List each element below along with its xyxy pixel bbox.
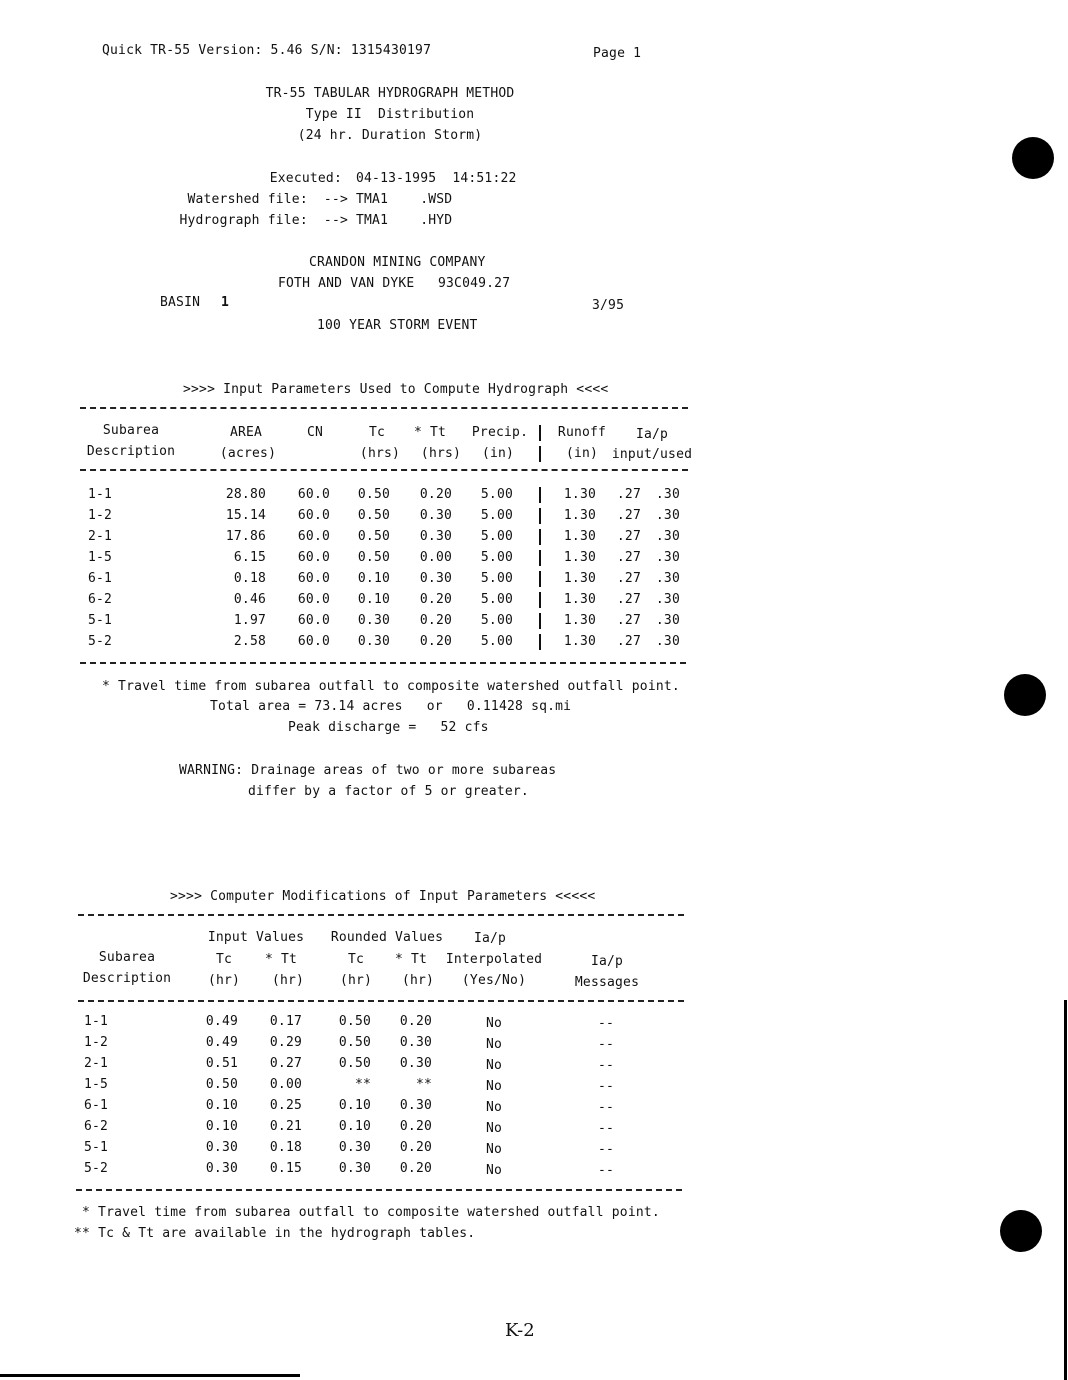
warning-line-2: differ by a factor of 5 or greater.: [248, 784, 529, 799]
divider: [78, 1000, 684, 1002]
cell-ia-used: .30: [655, 634, 680, 649]
cell-rounded-tt: 0.20: [399, 1119, 432, 1134]
cell-runoff: 1.30: [563, 592, 596, 607]
col-messages: Messages: [574, 975, 640, 990]
col-rounded-tt-units: (hr): [401, 973, 435, 988]
cell-runoff: 1.30: [563, 487, 596, 502]
separator: [539, 550, 541, 566]
cell-area: 28.80: [225, 487, 266, 502]
cell-rounded-tt: 0.20: [399, 1161, 432, 1176]
divider: [80, 662, 686, 664]
cell-subarea: 6-2: [88, 592, 113, 607]
page-number: K-2: [505, 1320, 535, 1341]
cell-cn: 60.0: [297, 613, 330, 628]
cell-runoff: 1.30: [563, 508, 596, 523]
storm-line: (24 hr. Duration Storm): [297, 128, 483, 143]
mod-table-title: >>>> Computer Modifications of Input Parameters <<<<<: [170, 889, 596, 904]
cell-rounded-tc: 0.10: [338, 1119, 371, 1134]
engineer-name: FOTH AND VAN DYKE: [278, 276, 415, 291]
cell-tt: 0.20: [419, 613, 452, 628]
col-precip: Precip.: [471, 425, 529, 440]
col-runoff-units: (in): [565, 446, 599, 461]
separator: [539, 446, 541, 462]
report-title: TR-55 TABULAR HYDROGRAPH METHOD: [265, 86, 515, 101]
version-line: Quick TR-55 Version: 5.46 S/N: 1315430197: [102, 43, 432, 58]
cell-ia-used: .30: [655, 613, 680, 628]
distribution-line: Type II Distribution: [305, 107, 475, 122]
cell-cn: 60.0: [297, 508, 330, 523]
col-iap: Ia/p: [635, 427, 669, 442]
cell-message: --: [597, 1100, 615, 1115]
cell-input-tt: 0.00: [269, 1077, 302, 1092]
cell-subarea: 5-2: [84, 1161, 109, 1176]
cell-subarea: 1-1: [88, 487, 113, 502]
cell-subarea: 6-2: [84, 1119, 109, 1134]
cell-area: 6.15: [233, 550, 266, 565]
watershed-file-value: TMA1 .WSD: [356, 192, 453, 207]
cell-input-tt: 0.15: [269, 1161, 302, 1176]
col-subarea-sub: Description: [86, 444, 176, 459]
cell-tc: 0.50: [357, 508, 390, 523]
storm-event: 100 YEAR STORM EVENT: [317, 318, 478, 333]
cell-rounded-tc: 0.50: [338, 1056, 371, 1071]
cell-subarea: 2-1: [88, 529, 113, 544]
col-tc-units: (hrs): [359, 446, 401, 461]
separator: [539, 487, 541, 503]
cell-subarea: 5-1: [88, 613, 113, 628]
col-rounded-tc-units: (hr): [339, 973, 373, 988]
cell-ia-input: .27: [616, 571, 641, 586]
col-rounded-tc: Tc: [347, 952, 365, 967]
col-area: AREA: [229, 425, 263, 440]
cell-interpolated: No: [485, 1079, 503, 1094]
col-tc: Tc: [368, 425, 386, 440]
col-runoff: Runoff: [557, 425, 607, 440]
cell-ia-input: .27: [616, 613, 641, 628]
cell-subarea: 6-1: [84, 1098, 109, 1113]
company-name: CRANDON MINING COMPANY: [309, 255, 486, 270]
punch-hole: [1004, 674, 1046, 716]
punch-hole: [1000, 1210, 1042, 1252]
cell-tt: 0.30: [419, 529, 452, 544]
cell-input-tc: 0.49: [205, 1014, 238, 1029]
cell-tc: 0.50: [357, 487, 390, 502]
cell-input-tt: 0.17: [269, 1014, 302, 1029]
cell-ia-input: .27: [616, 487, 641, 502]
cell-area: 0.46: [233, 592, 266, 607]
basin-mark: 1: [221, 295, 230, 310]
travel-time-footnote: * Travel time from subarea outfall to composite watershed outfall point.: [102, 679, 680, 694]
cell-area: 15.14: [225, 508, 266, 523]
cell-input-tc: 0.10: [205, 1098, 238, 1113]
cell-message: --: [597, 1142, 615, 1157]
cell-ia-input: .27: [616, 592, 641, 607]
cell-precip: 5.00: [480, 550, 513, 565]
cell-rounded-tt: 0.20: [399, 1014, 432, 1029]
cell-input-tt: 0.27: [269, 1056, 302, 1071]
page-edge: [0, 1374, 300, 1377]
cell-precip: 5.00: [480, 592, 513, 607]
cell-input-tt: 0.18: [269, 1140, 302, 1155]
col-interpolated: Interpolated: [445, 952, 543, 967]
cell-input-tc: 0.30: [205, 1161, 238, 1176]
total-area: Total area = 73.14 acres or 0.11428 sq.mi: [210, 699, 572, 714]
cell-cn: 60.0: [297, 634, 330, 649]
col-input-tc: Tc: [215, 952, 233, 967]
peak-discharge: Peak discharge = 52 cfs: [288, 720, 489, 735]
cell-ia-input: .27: [616, 550, 641, 565]
warning-line-1: WARNING: Drainage areas of two or more subareas: [179, 763, 557, 778]
cell-message: --: [597, 1037, 615, 1052]
cell-interpolated: No: [485, 1163, 503, 1178]
cell-message: --: [597, 1121, 615, 1136]
cell-tc: 0.30: [357, 613, 390, 628]
col-area-units: (acres): [219, 446, 277, 461]
cell-subarea: 1-5: [88, 550, 113, 565]
col-input-tt-units: (hr): [271, 973, 305, 988]
input-table-title: >>>> Input Parameters Used to Compute Hydrograph <<<<: [183, 382, 609, 397]
cell-runoff: 1.30: [563, 634, 596, 649]
cell-tc: 0.50: [357, 529, 390, 544]
cell-interpolated: No: [485, 1058, 503, 1073]
col-input-tt: * Tt: [264, 952, 298, 967]
cell-rounded-tc: 0.30: [338, 1140, 371, 1155]
cell-runoff: 1.30: [563, 613, 596, 628]
cell-rounded-tt: 0.30: [399, 1056, 432, 1071]
punch-hole: [1012, 137, 1054, 179]
col-precip-units: (in): [481, 446, 515, 461]
cell-input-tc: 0.10: [205, 1119, 238, 1134]
cell-subarea: 1-1: [84, 1014, 109, 1029]
cell-runoff: 1.30: [563, 550, 596, 565]
executed-label: Executed:: [269, 171, 342, 186]
cell-precip: 5.00: [480, 487, 513, 502]
cell-runoff: 1.30: [563, 571, 596, 586]
cell-message: --: [597, 1163, 615, 1178]
col-tt: * Tt: [413, 425, 447, 440]
cell-input-tt: 0.25: [269, 1098, 302, 1113]
divider: [80, 407, 688, 409]
cell-precip: 5.00: [480, 571, 513, 586]
cell-subarea: 5-1: [84, 1140, 109, 1155]
cell-precip: 5.00: [480, 613, 513, 628]
cell-input-tc: 0.49: [205, 1035, 238, 1050]
cell-input-tt: 0.21: [269, 1119, 302, 1134]
divider: [78, 914, 684, 916]
cell-runoff: 1.30: [563, 529, 596, 544]
cell-rounded-tc: **: [354, 1077, 371, 1092]
cell-tt: 0.20: [419, 634, 452, 649]
divider: [76, 1189, 682, 1191]
cell-tt: 0.20: [419, 487, 452, 502]
col-rounded-tt: * Tt: [394, 952, 428, 967]
cell-ia-used: .30: [655, 508, 680, 523]
cell-rounded-tc: 0.50: [338, 1035, 371, 1050]
separator: [539, 592, 541, 608]
cell-subarea: 1-2: [84, 1035, 109, 1050]
cell-ia-used: .30: [655, 550, 680, 565]
cell-message: --: [597, 1079, 615, 1094]
cell-rounded-tc: 0.50: [338, 1014, 371, 1029]
cell-area: 17.86: [225, 529, 266, 544]
cell-cn: 60.0: [297, 529, 330, 544]
cell-cn: 60.0: [297, 487, 330, 502]
col-tt-units: (hrs): [420, 446, 462, 461]
cell-interpolated: No: [485, 1016, 503, 1031]
cell-cn: 60.0: [297, 550, 330, 565]
cell-area: 0.18: [233, 571, 266, 586]
cell-rounded-tt: **: [415, 1077, 432, 1092]
project-number: 93C049.27: [438, 276, 511, 291]
cell-message: --: [597, 1058, 615, 1073]
cell-cn: 60.0: [297, 592, 330, 607]
col-interpolated-sub: (Yes/No): [461, 973, 527, 988]
col-input-values: Input Values: [207, 930, 305, 945]
col-subarea-sub: Description: [82, 971, 172, 986]
cell-interpolated: No: [485, 1100, 503, 1115]
col-cn: CN: [306, 425, 324, 440]
cell-ia-used: .30: [655, 592, 680, 607]
col-messages-top: Ia/p: [590, 954, 624, 969]
col-subarea: Subarea: [98, 950, 156, 965]
cell-ia-used: .30: [655, 529, 680, 544]
cell-rounded-tt: 0.30: [399, 1098, 432, 1113]
cell-input-tc: 0.50: [205, 1077, 238, 1092]
cell-ia-used: .30: [655, 487, 680, 502]
cell-input-tc: 0.51: [205, 1056, 238, 1071]
executed-value: 04-13-1995 14:51:22: [356, 171, 517, 186]
cell-tc: 0.30: [357, 634, 390, 649]
page-edge: [1064, 1000, 1067, 1380]
cell-area: 2.58: [233, 634, 266, 649]
cell-area: 1.97: [233, 613, 266, 628]
cell-rounded-tt: 0.30: [399, 1035, 432, 1050]
basin-label: BASIN: [160, 295, 201, 310]
cell-tc: 0.10: [357, 571, 390, 586]
col-subarea: Subarea: [102, 423, 160, 438]
col-iap-top: Ia/p: [473, 931, 507, 946]
cell-tc: 0.10: [357, 592, 390, 607]
cell-rounded-tc: 0.10: [338, 1098, 371, 1113]
cell-subarea: 2-1: [84, 1056, 109, 1071]
separator: [539, 529, 541, 545]
cell-subarea: 5-2: [88, 634, 113, 649]
cell-message: --: [597, 1016, 615, 1031]
cell-tt: 0.20: [419, 592, 452, 607]
cell-input-tt: 0.29: [269, 1035, 302, 1050]
cell-rounded-tc: 0.30: [338, 1161, 371, 1176]
separator: [539, 571, 541, 587]
col-input-tc-units: (hr): [207, 973, 241, 988]
cell-input-tc: 0.30: [205, 1140, 238, 1155]
cell-ia-input: .27: [616, 508, 641, 523]
cell-tc: 0.50: [357, 550, 390, 565]
cell-interpolated: No: [485, 1037, 503, 1052]
cell-subarea: 1-5: [84, 1077, 109, 1092]
page-label: Page 1: [593, 46, 642, 61]
separator: [539, 634, 541, 650]
travel-time-footnote-2: * Travel time from subarea outfall to composite watershed outfall point.: [82, 1205, 660, 1220]
col-rounded-values: Rounded Values: [330, 930, 444, 945]
divider: [80, 469, 688, 471]
cell-subarea: 1-2: [88, 508, 113, 523]
hydrograph-file-label: Hydrograph file: -->: [179, 213, 348, 228]
cell-interpolated: No: [485, 1121, 503, 1136]
cell-subarea: 6-1: [88, 571, 113, 586]
cell-interpolated: No: [485, 1142, 503, 1157]
hydrograph-file-value: TMA1 .HYD: [356, 213, 453, 228]
col-iap-sub: input/used: [611, 447, 693, 462]
cell-ia-used: .30: [655, 571, 680, 586]
separator: [539, 613, 541, 629]
hydrograph-tables-footnote: ** Tc & Tt are available in the hydrograph tables.: [74, 1226, 476, 1241]
cell-precip: 5.00: [480, 508, 513, 523]
cell-tt: 0.30: [419, 508, 452, 523]
cell-ia-input: .27: [616, 634, 641, 649]
cell-tt: 0.00: [419, 550, 452, 565]
separator: [539, 425, 541, 441]
watershed-file-label: Watershed file: -->: [187, 192, 348, 207]
separator: [539, 508, 541, 524]
cell-precip: 5.00: [480, 634, 513, 649]
cell-ia-input: .27: [616, 529, 641, 544]
cell-precip: 5.00: [480, 529, 513, 544]
cell-cn: 60.0: [297, 571, 330, 586]
cell-tt: 0.30: [419, 571, 452, 586]
report-date: 3/95: [592, 298, 625, 313]
cell-rounded-tt: 0.20: [399, 1140, 432, 1155]
